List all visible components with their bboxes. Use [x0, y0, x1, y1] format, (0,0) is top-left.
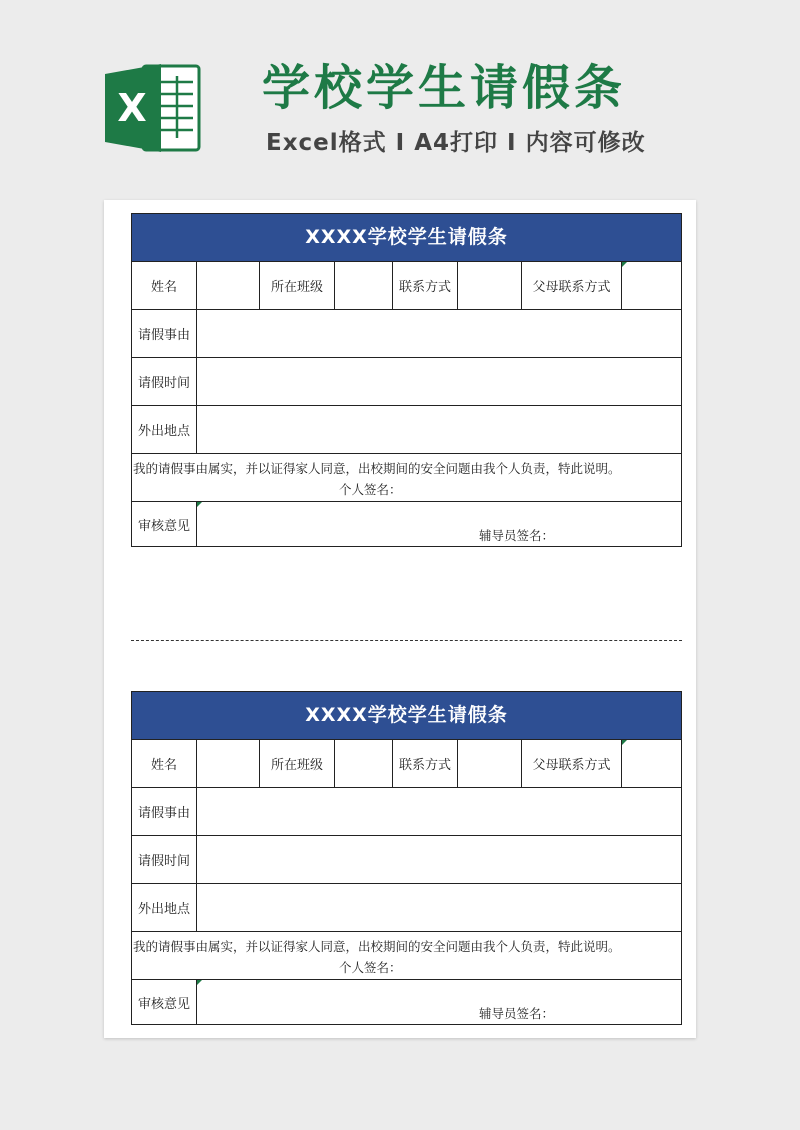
- time-label: 请假时间: [137, 854, 190, 869]
- parent-contact-field[interactable]: [621, 740, 681, 787]
- form-title: XXXX学校学生请假条: [132, 692, 681, 739]
- form-title: XXXX学校学生请假条: [132, 214, 681, 261]
- name-field[interactable]: [196, 740, 259, 787]
- class-field[interactable]: [334, 262, 392, 309]
- time-label: 请假时间: [137, 376, 190, 391]
- review-row: [132, 979, 681, 1024]
- logo-letter: X: [117, 86, 147, 130]
- leave-form-2: [131, 691, 682, 1025]
- header: [0, 0, 800, 190]
- statement-text: 我的请假事由属实，并以证得家人同意，出校期间的安全问题由我个人负责，特此说明。: [133, 939, 621, 954]
- excel-logo-icon: [103, 58, 203, 158]
- destination-label: 外出地点: [137, 424, 190, 439]
- reason-field[interactable]: [196, 310, 681, 357]
- destination-label: 外出地点: [137, 902, 190, 917]
- destination-field[interactable]: [196, 406, 681, 453]
- leave-form-1: [131, 213, 682, 547]
- name-label: 姓名: [150, 758, 177, 773]
- statement-row: [132, 453, 681, 501]
- contact-label: 联系方式: [392, 740, 457, 787]
- review-label: 审核意见: [137, 996, 190, 1012]
- signature-label: 个人签名：: [339, 482, 402, 497]
- parent-contact-label: 父母联系方式: [521, 740, 621, 787]
- reason-field[interactable]: [196, 788, 681, 835]
- class-label: 所在班级: [259, 740, 334, 787]
- cell-comment-marker: [197, 502, 202, 507]
- statement-row: [132, 931, 681, 979]
- review-field[interactable]: [196, 502, 681, 546]
- info-row: [132, 261, 681, 309]
- reason-label: 请假事由: [137, 328, 190, 343]
- contact-field[interactable]: [457, 262, 521, 309]
- reason-label: 请假事由: [137, 806, 190, 821]
- page-title: 学校学生请假条: [262, 60, 627, 116]
- parent-contact-field[interactable]: [621, 262, 681, 309]
- cell-comment-marker: [622, 740, 627, 745]
- statement-text: 我的请假事由属实，并以证得家人同意，出校期间的安全问题由我个人负责，特此说明。: [133, 461, 621, 476]
- destination-row: [132, 883, 681, 931]
- reason-row: [132, 787, 681, 835]
- review-label: 审核意见: [137, 518, 190, 534]
- counselor-signature-label: 辅导员签名：: [479, 528, 555, 543]
- name-label: 姓名: [150, 280, 177, 295]
- counselor-signature-label: 辅导员签名：: [479, 1006, 555, 1021]
- cut-line-divider: [131, 640, 682, 641]
- review-field[interactable]: [196, 980, 681, 1024]
- paper-sheet: [104, 200, 696, 1038]
- parent-contact-label: 父母联系方式: [521, 262, 621, 309]
- cell-comment-marker: [197, 980, 202, 985]
- time-field[interactable]: [196, 836, 681, 883]
- class-field[interactable]: [334, 740, 392, 787]
- page-subtitle: Excel格式 I A4打印 I 内容可修改: [266, 130, 646, 156]
- contact-field[interactable]: [457, 740, 521, 787]
- reason-row: [132, 309, 681, 357]
- signature-label: 个人签名：: [339, 960, 402, 975]
- time-row: [132, 357, 681, 405]
- review-row: [132, 501, 681, 546]
- info-row: [132, 739, 681, 787]
- destination-row: [132, 405, 681, 453]
- name-field[interactable]: [196, 262, 259, 309]
- class-label: 所在班级: [259, 262, 334, 309]
- cell-comment-marker: [622, 262, 627, 267]
- contact-label: 联系方式: [392, 262, 457, 309]
- destination-field[interactable]: [196, 884, 681, 931]
- time-field[interactable]: [196, 358, 681, 405]
- time-row: [132, 835, 681, 883]
